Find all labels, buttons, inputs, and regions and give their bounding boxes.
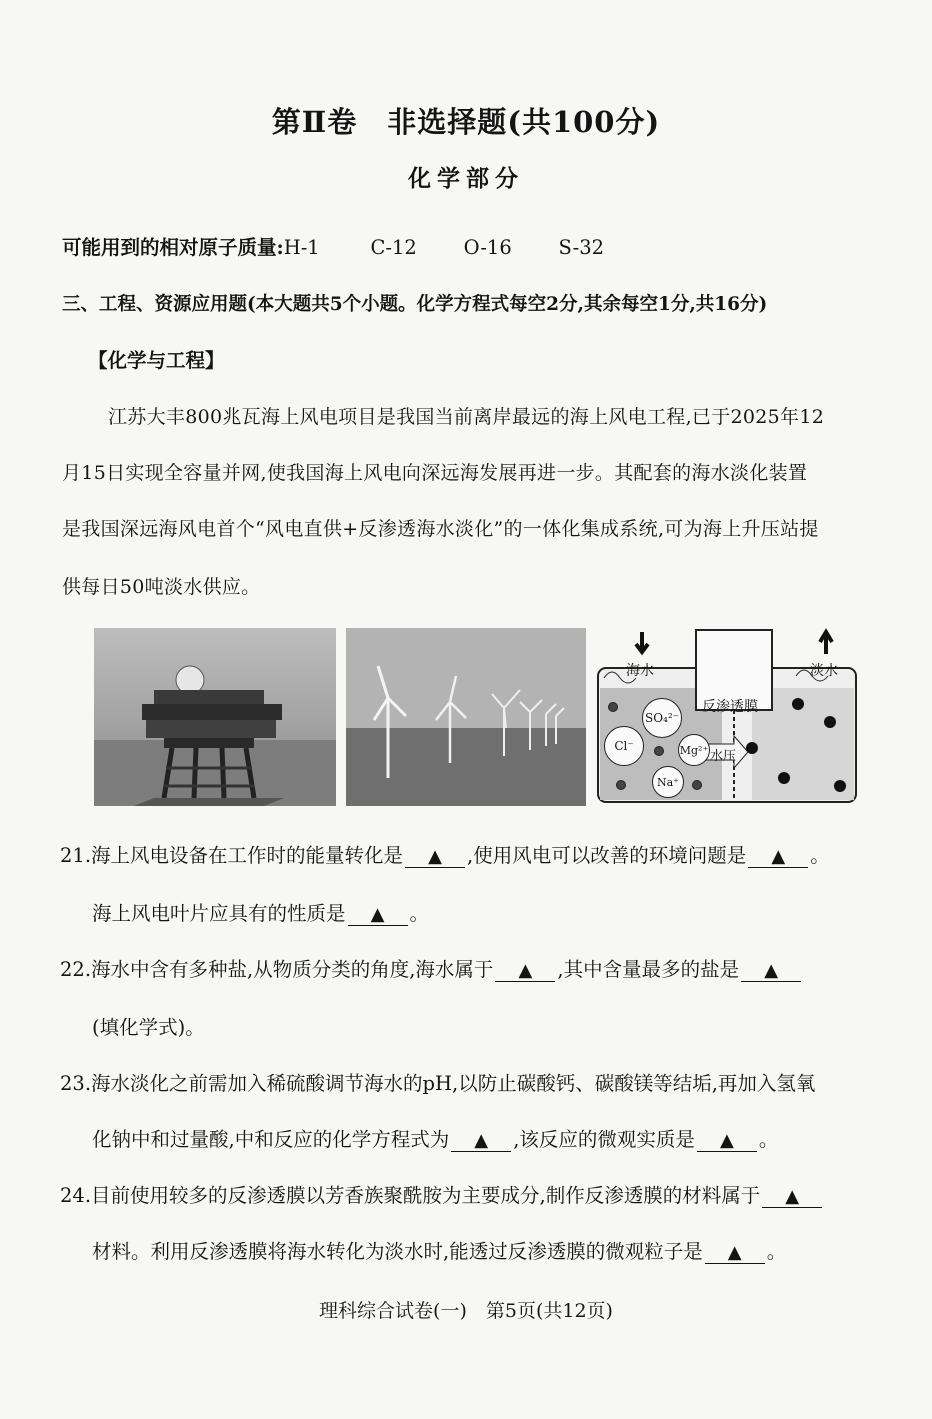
water-molecule: [608, 702, 618, 712]
question-number: 23.: [60, 1072, 92, 1095]
page-title: 第Ⅱ卷 非选择题(共100分): [271, 105, 661, 139]
question-text: ,使用风电可以改善的环境问题是: [467, 844, 747, 867]
sulfate-ion: SO₄²⁻: [642, 698, 682, 738]
atomic-mass-o: O-16: [463, 236, 512, 259]
atomic-masses-line: [62, 232, 604, 260]
passage-line-3: 是我国深远海风电首个“风电直供+反渗透海水淡化”的一体化集成系统,可为海上升压站提: [62, 518, 819, 540]
question-number: 22.: [60, 958, 92, 981]
answer-blank[interactable]: [748, 845, 808, 868]
question-21: [60, 840, 830, 868]
page-footer: 理科综合试卷(一) 第5页(共12页): [319, 1300, 613, 1322]
passage-line-4: 供每日50吨淡水供应。: [62, 576, 261, 598]
answer-blank[interactable]: [741, 959, 801, 982]
answer-blank[interactable]: [762, 1185, 822, 1208]
question-21-line-2: [92, 898, 429, 926]
water-molecule: [792, 698, 804, 710]
question-23: [60, 1068, 815, 1096]
water-pressure-label: 水压: [710, 749, 737, 764]
question-22: [60, 954, 803, 982]
question-number: 24.: [60, 1184, 92, 1207]
water-molecule: [692, 780, 702, 790]
blank-marker: ▲: [727, 1242, 742, 1263]
blank-marker: ▲: [518, 960, 533, 981]
question-text: 海上风电叶片应具有的性质是: [92, 902, 346, 925]
answer-blank[interactable]: [348, 903, 408, 926]
magnesium-ion: Mg²⁺: [678, 734, 710, 766]
wind-turbines-photo: [346, 628, 586, 806]
section-subtitle: 化学部分: [408, 165, 524, 192]
blank-marker: ▲: [370, 904, 385, 925]
atomic-mass-c: C-12: [370, 236, 417, 259]
question-text: 化钠中和过量酸,中和反应的化学方程式为: [92, 1128, 450, 1151]
blank-marker: ▲: [474, 1130, 489, 1151]
answer-blank[interactable]: [697, 1129, 757, 1152]
question-23-line-2: [92, 1124, 778, 1152]
water-molecule: [824, 716, 836, 728]
question-text: 目前使用较多的反渗透膜以芳香族聚酰胺为主要成分,制作反渗透膜的材料属于: [91, 1184, 761, 1207]
atomic-masses-label: 可能用到的相对原子质量:: [62, 236, 284, 259]
answer-blank[interactable]: [451, 1129, 511, 1152]
water-molecule: [616, 780, 626, 790]
atomic-mass-h: H-1: [283, 236, 320, 259]
question-text: 。: [758, 1128, 779, 1151]
question-text: 。: [766, 1240, 787, 1263]
question-text: 材料。利用反渗透膜将海水转化为淡水时,能透过反渗透膜的微观粒子是: [92, 1240, 703, 1263]
passage-line-2: 月15日实现全容量并网,使我国海上风电向深远海发展再进一步。其配套的海水淡化装置: [62, 462, 808, 484]
offshore-platform-photo: [94, 628, 336, 806]
blank-marker: ▲: [719, 1130, 734, 1151]
freshwater-label: 淡水: [810, 663, 838, 679]
section-subheading: 【化学与工程】: [88, 349, 225, 372]
blank-marker: ▲: [428, 846, 442, 867]
question-text: 海上风电设备在工作时的能量转化是: [91, 844, 404, 867]
question-24-line-2: [92, 1236, 786, 1264]
question-text: ,该反应的微观实质是: [513, 1128, 695, 1151]
question-text: 。: [409, 902, 430, 925]
water-molecule: [834, 780, 846, 792]
seawater-label: 海水: [626, 663, 654, 679]
water-molecule: [654, 746, 664, 756]
question-text: 海水中含有多种盐,从物质分类的角度,海水属于: [91, 958, 494, 981]
chloride-ion: Cl⁻: [604, 726, 644, 766]
question-22-line-2: (填化学式)。: [92, 1016, 205, 1039]
answer-blank[interactable]: [495, 959, 555, 982]
water-molecule: [778, 772, 790, 784]
atomic-mass-s: S-32: [558, 236, 605, 259]
answer-blank[interactable]: [405, 845, 465, 868]
question-text: 海水淡化之前需加入稀硫酸调节海水的pH,以防止碳酸钙、碳酸镁等结垢,再加入氢氧: [91, 1072, 816, 1095]
question-number: 21.: [60, 844, 92, 867]
answer-blank[interactable]: [705, 1241, 765, 1264]
section-heading: 三、工程、资源应用题(本大题共5个小题。化学方程式每空2分,其余每空1分,共16分): [62, 294, 768, 315]
water-molecule: [746, 742, 758, 754]
sodium-ion: Na⁺: [652, 766, 684, 798]
membrane-label: 反渗透膜: [702, 699, 758, 715]
blank-marker: ▲: [771, 846, 786, 867]
passage-line-1: 江苏大丰800兆瓦海上风电项目是我国当前离岸最远的海上风电工程,已于2025年12: [108, 406, 825, 428]
question-text: 。: [810, 844, 830, 867]
question-text: ,其中含量最多的盐是: [557, 958, 740, 981]
reverse-osmosis-diagram: [596, 628, 860, 806]
blank-marker: ▲: [785, 1186, 800, 1207]
blank-marker: ▲: [764, 960, 779, 981]
question-24: [60, 1180, 824, 1208]
